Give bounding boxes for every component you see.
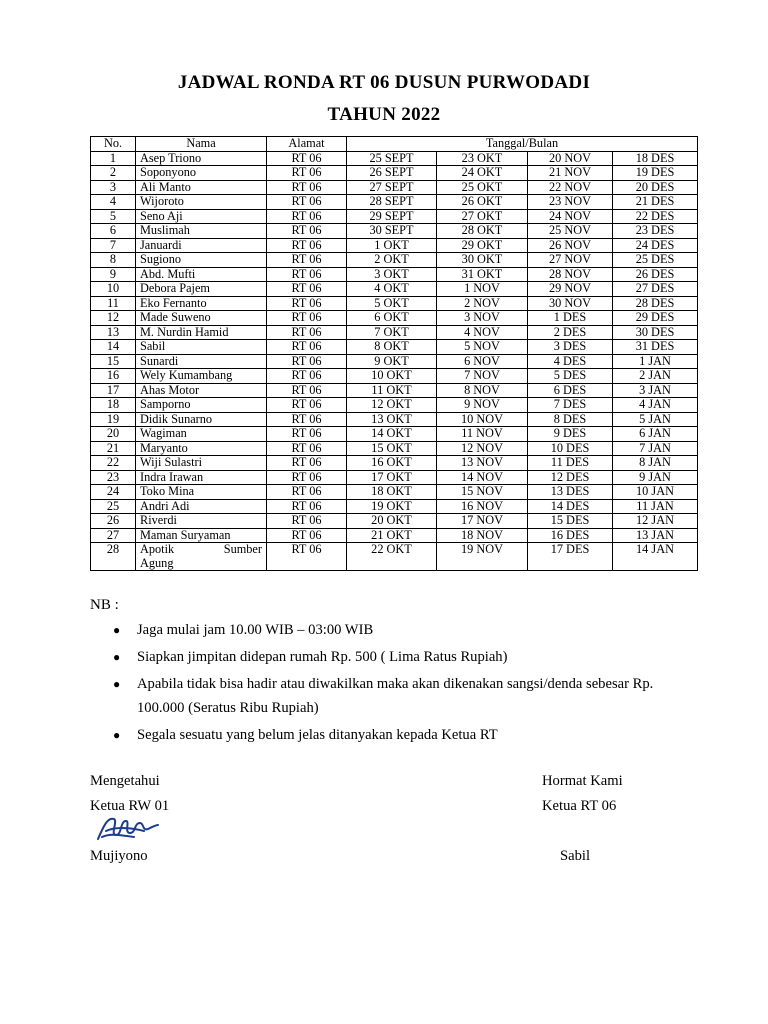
row-address: RT 06: [267, 528, 347, 543]
row-number: 28: [91, 543, 136, 571]
row-date: 3 OKT: [347, 267, 437, 282]
row-date: 28 DES: [613, 296, 698, 311]
row-address: RT 06: [267, 195, 347, 210]
row-date: 6 NOV: [437, 354, 528, 369]
row-date: 8 NOV: [437, 383, 528, 398]
row-date: 16 OKT: [347, 456, 437, 471]
row-number: 27: [91, 528, 136, 543]
right-sign-line1: Hormat Kami: [542, 773, 623, 789]
row-name: Riverdi: [136, 514, 267, 529]
row-date: 9 DES: [528, 427, 613, 442]
row-date: 1 JAN: [613, 354, 698, 369]
row-address: RT 06: [267, 485, 347, 500]
note-text: Segala sesuatu yang belum jelas ditanyakan kepada Ketua RT: [137, 727, 498, 743]
note-item: [90, 723, 690, 747]
row-date: 5 DES: [528, 369, 613, 384]
table-row: [91, 499, 698, 514]
table-row: [91, 543, 698, 571]
row-date: 13 DES: [528, 485, 613, 500]
row-name: Abd. Mufti: [136, 267, 267, 282]
note-text: Apabila tidak bisa hadir atau diwakilkan maka akan dikenakan sangsi/denda sebesar Rp. 100.000 (Seratus Ribu Rupiah): [137, 676, 654, 716]
row-date: 25 SEPT: [347, 151, 437, 166]
table-row: [91, 253, 698, 268]
table-row: [91, 441, 698, 456]
row-date: 13 NOV: [437, 456, 528, 471]
row-date: 23 NOV: [528, 195, 613, 210]
row-date: 24 DES: [613, 238, 698, 253]
row-date: 25 OKT: [437, 180, 528, 195]
row-name: Toko Mina: [136, 485, 267, 500]
header-alamat: Alamat: [267, 137, 347, 152]
row-date: 22 NOV: [528, 180, 613, 195]
table-row: [91, 224, 698, 239]
row-date: 30 SEPT: [347, 224, 437, 239]
notes-list: [90, 618, 690, 750]
row-date: 4 JAN: [613, 398, 698, 413]
row-date: 6 JAN: [613, 427, 698, 442]
table-row: [91, 325, 698, 340]
row-date: 8 DES: [528, 412, 613, 427]
table-row: [91, 485, 698, 500]
row-date: 10 JAN: [613, 485, 698, 500]
table-row: [91, 267, 698, 282]
row-address: RT 06: [267, 383, 347, 398]
row-name: Januardi: [136, 238, 267, 253]
row-date: 8 JAN: [613, 456, 698, 471]
row-name: Sugiono: [136, 253, 267, 268]
row-date: 7 DES: [528, 398, 613, 413]
row-address: RT 06: [267, 238, 347, 253]
row-date: 28 NOV: [528, 267, 613, 282]
row-address: RT 06: [267, 543, 347, 571]
row-address: RT 06: [267, 267, 347, 282]
schedule-table: [90, 136, 698, 571]
row-number: 10: [91, 282, 136, 297]
document-title: JADWAL RONDA RT 06 DUSUN PURWODADI: [177, 72, 591, 93]
row-number: 12: [91, 311, 136, 326]
row-number: 24: [91, 485, 136, 500]
row-number: 2: [91, 166, 136, 181]
row-date: 4 NOV: [437, 325, 528, 340]
header-tanggal: Tanggal/Bulan: [347, 137, 698, 152]
note-text: Siapkan jimpitan didepan rumah Rp. 500 ( Lima Ratus Rupiah): [137, 649, 508, 665]
row-date: 10 DES: [528, 441, 613, 456]
row-address: RT 06: [267, 224, 347, 239]
left-sign-line2: Ketua RW 01: [90, 798, 170, 814]
row-date: 5 OKT: [347, 296, 437, 311]
row-date: 1 DES: [528, 311, 613, 326]
table-row: [91, 354, 698, 369]
row-date: 11 NOV: [437, 427, 528, 442]
row-date: 30 NOV: [528, 296, 613, 311]
row-name: Wijoroto: [136, 195, 267, 210]
row-address: RT 06: [267, 296, 347, 311]
row-address: RT 06: [267, 311, 347, 326]
row-date: 9 JAN: [613, 470, 698, 485]
row-date: 7 OKT: [347, 325, 437, 340]
row-date: 27 OKT: [437, 209, 528, 224]
row-name: Soponyono: [136, 166, 267, 181]
table-row: [91, 151, 698, 166]
row-name: Didik Sunarno: [136, 412, 267, 427]
table-row: [91, 383, 698, 398]
row-number: 21: [91, 441, 136, 456]
row-date: 21 OKT: [347, 528, 437, 543]
table-row: [91, 470, 698, 485]
row-date: 1 NOV: [437, 282, 528, 297]
row-date: 2 NOV: [437, 296, 528, 311]
row-date: 7 JAN: [613, 441, 698, 456]
row-number: 17: [91, 383, 136, 398]
row-date: 15 OKT: [347, 441, 437, 456]
row-name: Maman Suryaman: [136, 528, 267, 543]
row-address: RT 06: [267, 209, 347, 224]
row-date: 30 OKT: [437, 253, 528, 268]
row-name-line: Apotik Sumber: [140, 542, 262, 556]
row-date: 6 OKT: [347, 311, 437, 326]
row-number: 9: [91, 267, 136, 282]
row-date: 18 NOV: [437, 528, 528, 543]
row-date: 30 DES: [613, 325, 698, 340]
note-item: [90, 672, 690, 720]
row-date: 3 NOV: [437, 311, 528, 326]
table-row: [91, 427, 698, 442]
row-name: [136, 543, 267, 571]
row-number: 5: [91, 209, 136, 224]
left-sign-name: Mujiyono: [90, 848, 148, 864]
row-date: 11 OKT: [347, 383, 437, 398]
row-date: 15 DES: [528, 514, 613, 529]
row-number: 26: [91, 514, 136, 529]
left-sign-line1: Mengetahui: [90, 773, 160, 789]
row-date: 24 OKT: [437, 166, 528, 181]
row-date: 14 JAN: [613, 543, 698, 571]
row-address: RT 06: [267, 282, 347, 297]
row-date: 20 OKT: [347, 514, 437, 529]
row-date: 27 SEPT: [347, 180, 437, 195]
row-date: 2 OKT: [347, 253, 437, 268]
row-date: 12 DES: [528, 470, 613, 485]
row-date: 26 SEPT: [347, 166, 437, 181]
row-address: RT 06: [267, 470, 347, 485]
right-sign-name: Sabil: [560, 848, 590, 864]
row-date: 26 NOV: [528, 238, 613, 253]
row-name: Sabil: [136, 340, 267, 355]
row-date: 17 NOV: [437, 514, 528, 529]
row-name: Debora Pajem: [136, 282, 267, 297]
row-date: 2 DES: [528, 325, 613, 340]
table-row: [91, 514, 698, 529]
row-name: Made Suweno: [136, 311, 267, 326]
row-date: 19 NOV: [437, 543, 528, 571]
row-date: 28 OKT: [437, 224, 528, 239]
row-date: 27 NOV: [528, 253, 613, 268]
row-address: RT 06: [267, 253, 347, 268]
row-date: 16 NOV: [437, 499, 528, 514]
row-date: 16 DES: [528, 528, 613, 543]
row-address: RT 06: [267, 398, 347, 413]
notes-heading: NB :: [90, 597, 119, 613]
table-header-row: [91, 137, 698, 152]
row-date: 15 NOV: [437, 485, 528, 500]
row-date: 19 DES: [613, 166, 698, 181]
row-address: RT 06: [267, 456, 347, 471]
row-date: 12 OKT: [347, 398, 437, 413]
row-number: 19: [91, 412, 136, 427]
row-name: Wiji Sulastri: [136, 456, 267, 471]
note-text: Jaga mulai jam 10.00 WIB – 03:00 WIB: [137, 622, 374, 638]
row-date: 3 JAN: [613, 383, 698, 398]
row-address: RT 06: [267, 427, 347, 442]
row-address: RT 06: [267, 180, 347, 195]
row-date: 9 NOV: [437, 398, 528, 413]
row-number: 25: [91, 499, 136, 514]
row-date: 1 OKT: [347, 238, 437, 253]
table-row: [91, 195, 698, 210]
row-name-line: Agung: [140, 555, 174, 570]
row-date: 29 NOV: [528, 282, 613, 297]
row-address: RT 06: [267, 441, 347, 456]
row-date: 25 DES: [613, 253, 698, 268]
row-date: 29 OKT: [437, 238, 528, 253]
row-date: 21 NOV: [528, 166, 613, 181]
row-name: Wagiman: [136, 427, 267, 442]
row-name: Ahas Motor: [136, 383, 267, 398]
table-row: [91, 369, 698, 384]
row-name: Maryanto: [136, 441, 267, 456]
row-address: RT 06: [267, 412, 347, 427]
row-number: 8: [91, 253, 136, 268]
bullet-icon: ●: [113, 623, 121, 637]
row-number: 15: [91, 354, 136, 369]
row-number: 4: [91, 195, 136, 210]
row-date: 3 DES: [528, 340, 613, 355]
row-date: 20 NOV: [528, 151, 613, 166]
note-item: [90, 645, 690, 669]
header-no: No.: [91, 137, 136, 152]
row-name: Samporno: [136, 398, 267, 413]
row-date: 31 OKT: [437, 267, 528, 282]
row-date: 14 DES: [528, 499, 613, 514]
row-name: Seno Aji: [136, 209, 267, 224]
row-date: 17 DES: [528, 543, 613, 571]
row-date: 26 DES: [613, 267, 698, 282]
table-body: [91, 151, 698, 571]
row-number: 14: [91, 340, 136, 355]
row-date: 25 NOV: [528, 224, 613, 239]
table-row: [91, 311, 698, 326]
row-date: 10 OKT: [347, 369, 437, 384]
table-row: [91, 528, 698, 543]
row-date: 11 JAN: [613, 499, 698, 514]
row-date: 18 DES: [613, 151, 698, 166]
row-date: 5 JAN: [613, 412, 698, 427]
row-number: 18: [91, 398, 136, 413]
row-number: 16: [91, 369, 136, 384]
row-name: Andri Adi: [136, 499, 267, 514]
row-date: 12 NOV: [437, 441, 528, 456]
bullet-icon: ●: [113, 677, 121, 691]
row-date: 28 SEPT: [347, 195, 437, 210]
table-row: [91, 398, 698, 413]
row-number: 7: [91, 238, 136, 253]
row-address: RT 06: [267, 151, 347, 166]
row-address: RT 06: [267, 325, 347, 340]
row-date: 7 NOV: [437, 369, 528, 384]
row-date: 18 OKT: [347, 485, 437, 500]
table-row: [91, 456, 698, 471]
row-date: 29 SEPT: [347, 209, 437, 224]
row-date: 13 JAN: [613, 528, 698, 543]
row-date: 13 OKT: [347, 412, 437, 427]
row-address: RT 06: [267, 340, 347, 355]
row-number: 23: [91, 470, 136, 485]
bullet-icon: ●: [113, 650, 121, 664]
row-date: 8 OKT: [347, 340, 437, 355]
row-address: RT 06: [267, 499, 347, 514]
row-date: 17 OKT: [347, 470, 437, 485]
table-row: [91, 209, 698, 224]
row-date: 5 NOV: [437, 340, 528, 355]
row-name: Sunardi: [136, 354, 267, 369]
row-date: 14 OKT: [347, 427, 437, 442]
row-number: 13: [91, 325, 136, 340]
row-name: Eko Fernanto: [136, 296, 267, 311]
row-date: 24 NOV: [528, 209, 613, 224]
row-address: RT 06: [267, 514, 347, 529]
table-row: [91, 180, 698, 195]
row-address: RT 06: [267, 354, 347, 369]
row-address: RT 06: [267, 369, 347, 384]
row-date: 6 DES: [528, 383, 613, 398]
table-row: [91, 340, 698, 355]
row-name: Ali Manto: [136, 180, 267, 195]
bullet-icon: ●: [113, 728, 121, 742]
table-row: [91, 238, 698, 253]
row-date: 29 DES: [613, 311, 698, 326]
row-date: 14 NOV: [437, 470, 528, 485]
note-item: [90, 618, 690, 642]
row-date: 27 DES: [613, 282, 698, 297]
row-date: 11 DES: [528, 456, 613, 471]
row-date: 21 DES: [613, 195, 698, 210]
header-nama: Nama: [136, 137, 267, 152]
row-date: 19 OKT: [347, 499, 437, 514]
right-sign-line2: Ketua RT 06: [542, 798, 617, 814]
row-date: 23 OKT: [437, 151, 528, 166]
row-date: 31 DES: [613, 340, 698, 355]
row-date: 12 JAN: [613, 514, 698, 529]
row-number: 20: [91, 427, 136, 442]
row-name: Asep Triono: [136, 151, 267, 166]
row-date: 4 DES: [528, 354, 613, 369]
row-name: M. Nurdin Hamid: [136, 325, 267, 340]
row-date: 23 DES: [613, 224, 698, 239]
row-number: 1: [91, 151, 136, 166]
row-date: 22 OKT: [347, 543, 437, 571]
row-name: Indra Irawan: [136, 470, 267, 485]
row-date: 26 OKT: [437, 195, 528, 210]
row-date: 4 OKT: [347, 282, 437, 297]
row-address: RT 06: [267, 166, 347, 181]
row-date: 22 DES: [613, 209, 698, 224]
row-date: 9 OKT: [347, 354, 437, 369]
document-year: TAHUN 2022: [327, 104, 441, 125]
row-name: Wely Kumambang: [136, 369, 267, 384]
row-number: 3: [91, 180, 136, 195]
handwritten-signature-icon: [94, 813, 162, 843]
row-number: 11: [91, 296, 136, 311]
row-number: 22: [91, 456, 136, 471]
row-date: 2 JAN: [613, 369, 698, 384]
row-number: 6: [91, 224, 136, 239]
table-row: [91, 412, 698, 427]
table-row: [91, 166, 698, 181]
row-name: Muslimah: [136, 224, 267, 239]
table-row: [91, 282, 698, 297]
row-date: 10 NOV: [437, 412, 528, 427]
row-date: 20 DES: [613, 180, 698, 195]
table-row: [91, 296, 698, 311]
